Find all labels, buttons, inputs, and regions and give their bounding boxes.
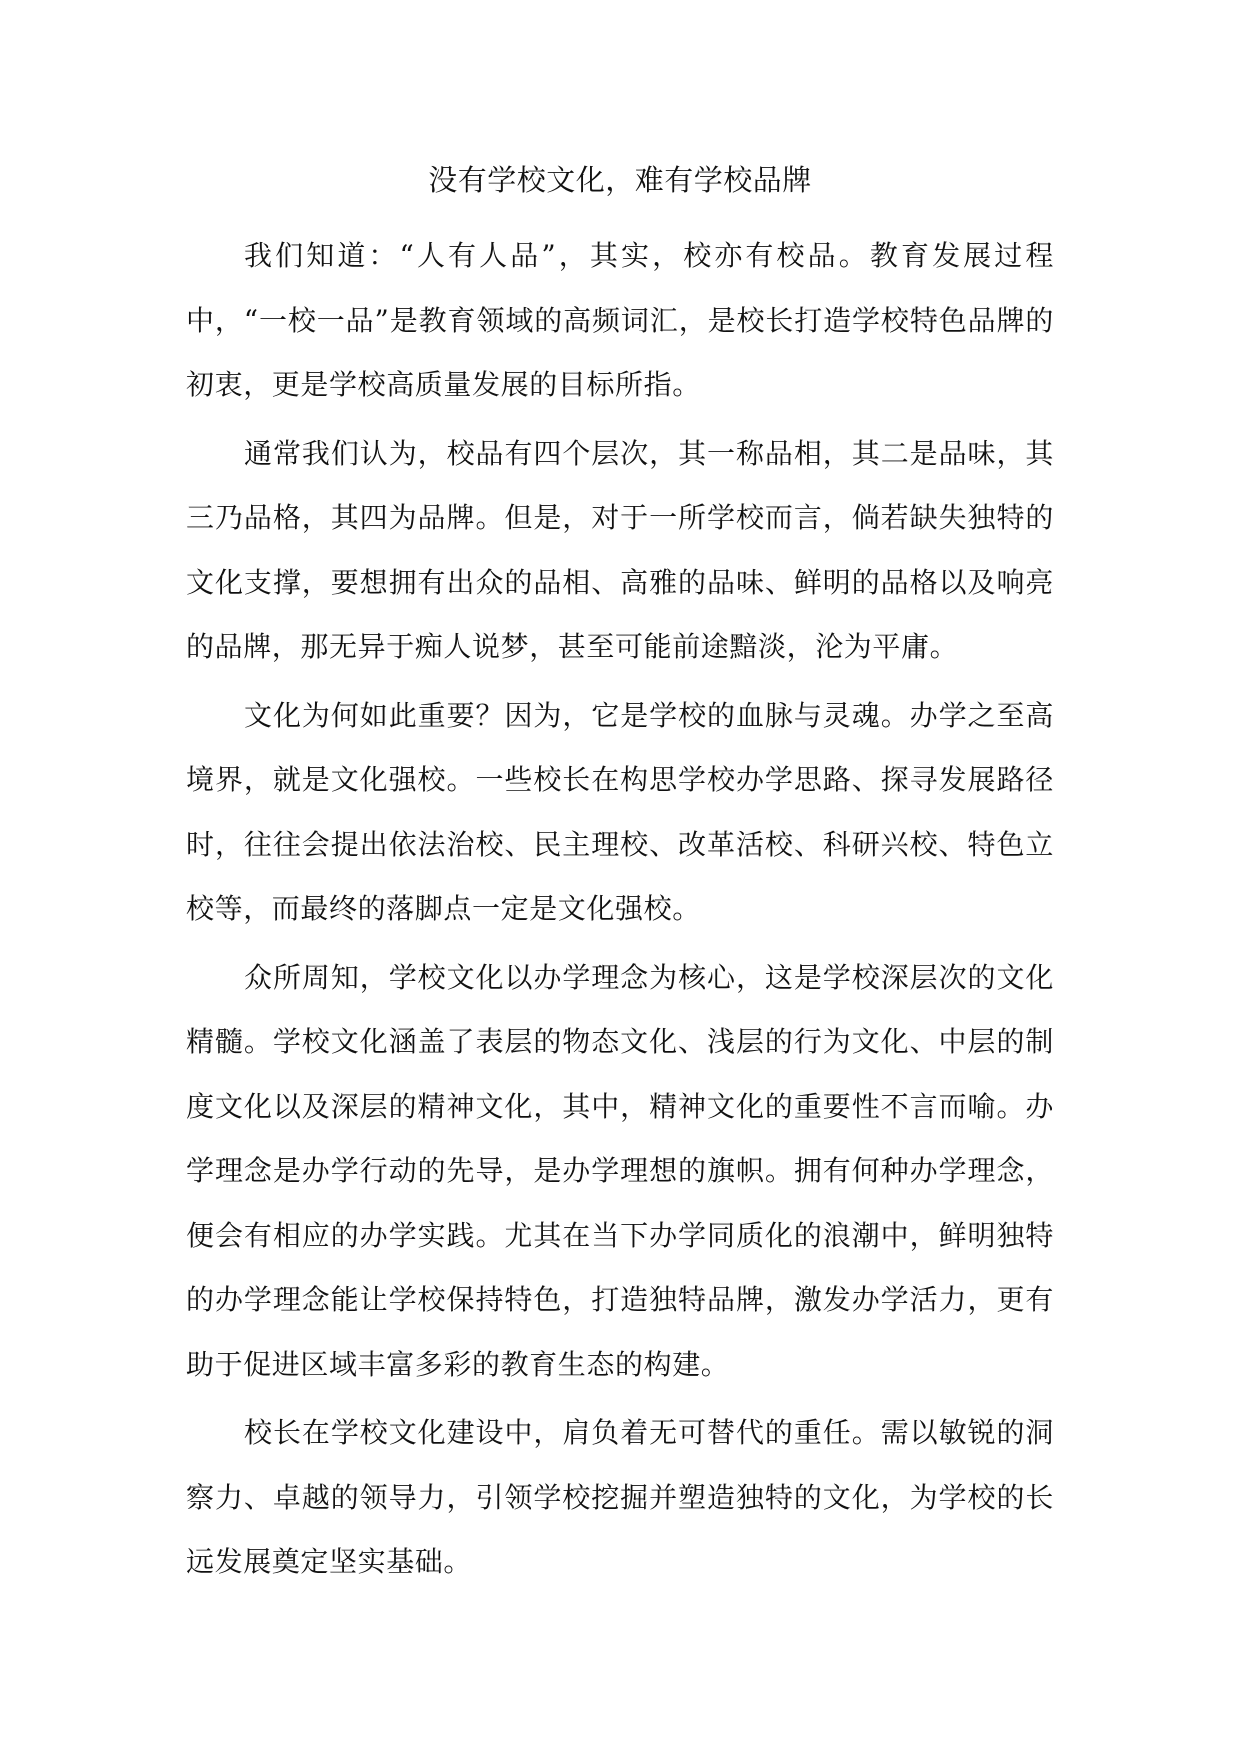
document-title: 没有学校文化，难有学校品牌	[428, 163, 812, 197]
document-page	[186, 160, 1054, 1599]
paragraph-3: 文化为何如此重要？因为，它是学校的血脉与灵魂。办学之至高境界，就是文化强校。一些校长在构思学校办学思路、探寻发展路径时，往往会提出依法治校、民主理校、改革活校、科研兴校、特色立校等，而最终的落脚点一定是文化强校。	[186, 698, 1054, 925]
paragraph-5: 校长在学校文化建设中，肩负着无可替代的重任。需以敏锐的洞察力、卓越的领导力，引领学校挖掘并塑造独特的文化，为学校的长远发展奠定坚实基础。	[186, 1416, 1054, 1578]
paragraph-2: 通常我们认为，校品有四个层次，其一称品相，其二是品味，其三乃品格，其四为品牌。但是，对于一所学校而言，倘若缺失独特的文化支撑，要想拥有出众的品相、高雅的品味、鲜明的品格以及响亮的品牌，那无异于痴人说梦，甚至可能前途黯淡，沦为平庸。	[186, 436, 1054, 663]
paragraph-1: 我们知道：“人有人品”，其实，校亦有校品。教育发展过程中，“一校一品”是教育领域的高频词汇，是校长打造学校特色品牌的初衷，更是学校高质量发展的目标所指。	[186, 239, 1054, 401]
paragraph-4: 众所周知，学校文化以办学理念为核心，这是学校深层次的文化精髓。学校文化涵盖了表层的物态文化、浅层的行为文化、中层的制度文化以及深层的精神文化，其中，精神文化的重要性不言而喻。办学理念是办学行动的先导，是办学理想的旗帜。拥有何种办学理念，便会有相应的办学实践。尤其在当下办学同质化的浪潮中，鲜明独特的办学理念能让学校保持特色，打造独特品牌，激发办学活力，更有助于促进区域丰富多彩的教育生态的构建。	[186, 960, 1054, 1381]
